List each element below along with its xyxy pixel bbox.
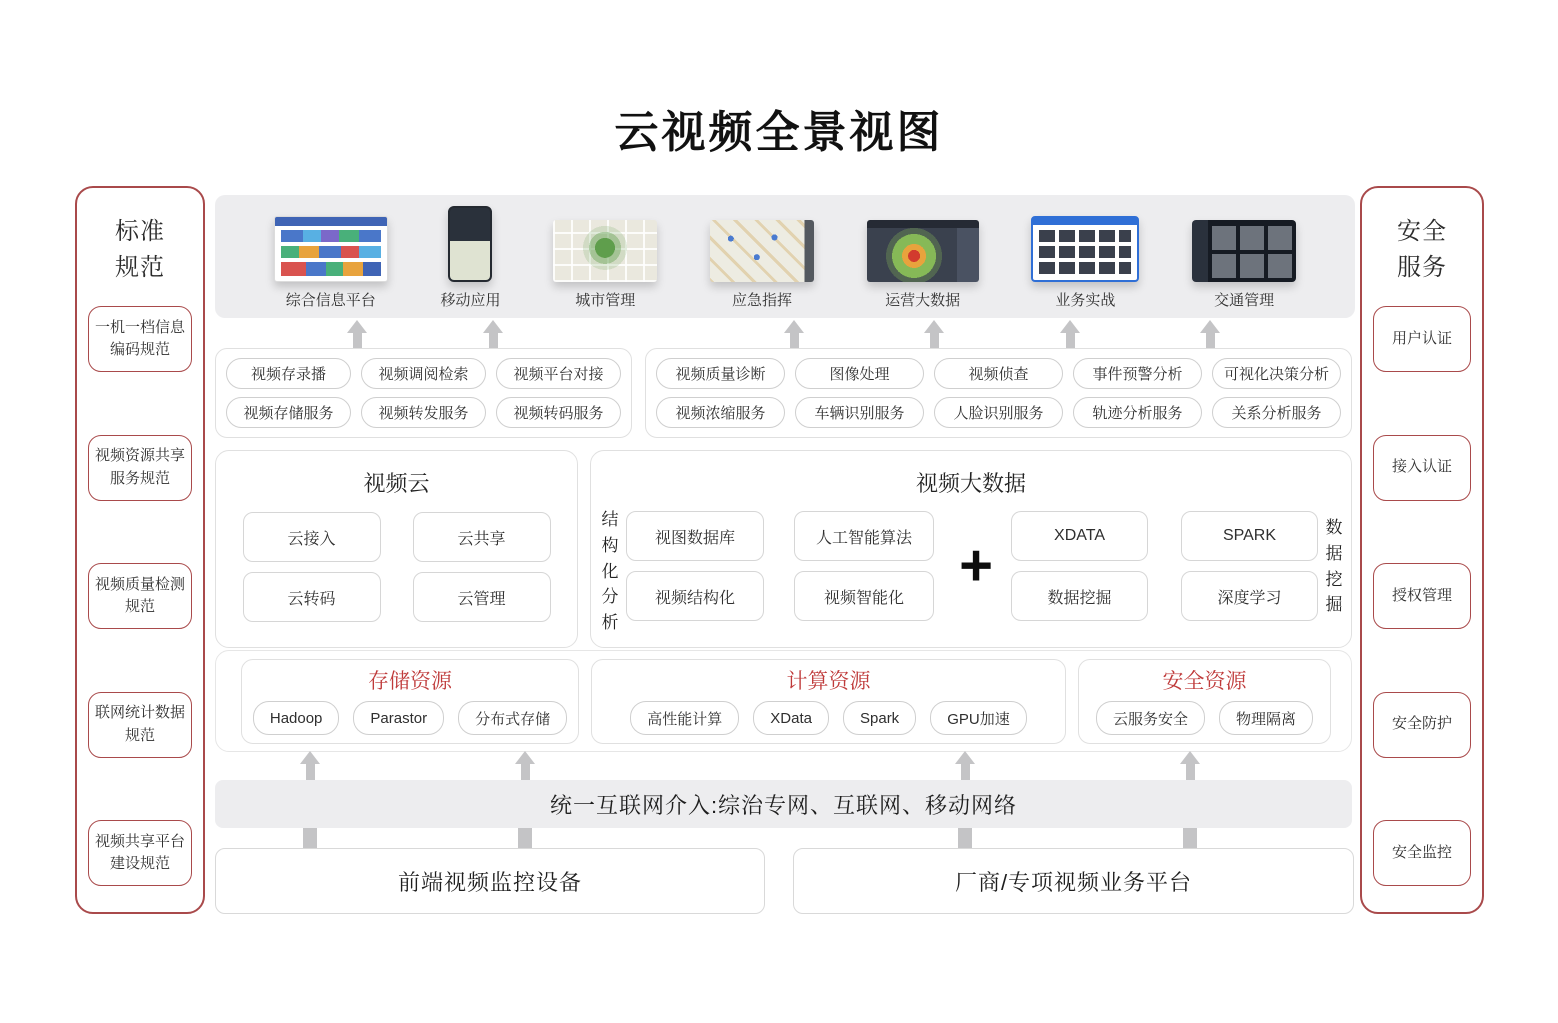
- up-arrow: [515, 751, 535, 780]
- applications-band: [215, 195, 1355, 318]
- service-row: [226, 358, 621, 389]
- basic-video-services-group: [215, 348, 632, 438]
- service-pill: 视频转码服务: [496, 397, 621, 428]
- service-pill: 可视化决策分析: [1212, 358, 1341, 389]
- up-arrow: [784, 320, 804, 350]
- plus-symbol: +: [959, 532, 993, 598]
- app-label: 应急指挥: [731, 292, 792, 309]
- emergency-map-screenshot: [710, 220, 814, 282]
- cloud-capability: 云接入: [243, 512, 381, 562]
- service-pill: 视频存录播: [226, 358, 351, 389]
- storage-resources-title: 存储资源: [368, 670, 452, 693]
- bigdata-capability: SPARK: [1181, 511, 1318, 561]
- vendor-platforms-box: 厂商/专项视频业务平台: [793, 848, 1354, 914]
- security-service-item: 用户认证: [1373, 306, 1471, 372]
- app-item: [1031, 216, 1139, 318]
- connector-bar: [1183, 828, 1197, 848]
- connector-bar: [958, 828, 972, 848]
- app-label: 综合信息平台: [285, 292, 376, 309]
- standard-item: 视频共享平台建设规范: [88, 820, 192, 886]
- data-mining-label: 数据挖掘: [1325, 518, 1343, 615]
- app-label: 交通管理: [1214, 292, 1275, 309]
- service-pill: 人脸识别服务: [934, 397, 1063, 428]
- service-pill: 图像处理: [795, 358, 924, 389]
- security-service-item: 安全防护: [1373, 692, 1471, 758]
- resource-pill: 高性能计算: [630, 701, 739, 735]
- app-label: 移动应用: [440, 292, 501, 309]
- compute-resources-pills: [592, 701, 1065, 735]
- resource-pill: Spark: [843, 701, 916, 735]
- security-service-item: 接入认证: [1373, 435, 1471, 501]
- standard-item: 一机一档信息编码规范: [88, 306, 192, 372]
- up-arrow: [483, 320, 503, 350]
- service-pill: 事件预警分析: [1073, 358, 1202, 389]
- bigdata-capability: 深度学习: [1181, 571, 1318, 621]
- video-cloud-title: 视频云: [363, 471, 430, 496]
- security-panel-title: 安全服务: [1397, 218, 1447, 281]
- cloud-capability: 云共享: [413, 512, 551, 562]
- resource-pill: 分布式存储: [458, 701, 567, 735]
- app-label: 城市管理: [575, 292, 636, 309]
- resources-panel: [215, 650, 1352, 752]
- up-arrow: [924, 320, 944, 350]
- up-arrow: [1200, 320, 1220, 350]
- intelligent-video-services-group: [645, 348, 1352, 438]
- security-resources-title: 安全资源: [1162, 670, 1247, 693]
- video-cloud-grid: [216, 512, 577, 622]
- page-title: 云视频全景视图: [614, 108, 944, 157]
- service-pill: 视频存储服务: [226, 397, 351, 428]
- security-services-list: [1373, 306, 1471, 886]
- traffic-videowall-screenshot: [1192, 220, 1296, 282]
- app-item: [274, 216, 388, 318]
- security-resources-group: [1078, 659, 1331, 744]
- service-row: [656, 358, 1341, 389]
- security-services-panel: [1360, 186, 1484, 914]
- storage-resources-group: [241, 659, 579, 744]
- service-pill: 视频质量诊断: [656, 358, 785, 389]
- standard-item: 视频质量检测规范: [88, 563, 192, 629]
- cloud-capability: 云转码: [243, 572, 381, 622]
- city-map-screenshot: [553, 220, 657, 282]
- app-label: 业务实战: [1055, 292, 1116, 309]
- bigdata-capability: 人工智能算法: [794, 511, 934, 561]
- bigdata-heatmap-screenshot: [867, 220, 979, 282]
- cloud-capability: 云管理: [413, 572, 551, 622]
- unified-network-banner: 统一互联网介入:综治专网、互联网、移动网络: [215, 780, 1352, 828]
- resource-pill: XData: [753, 701, 829, 735]
- service-pill: 视频侦查: [934, 358, 1063, 389]
- front-end-devices-box: 前端视频监控设备: [215, 848, 765, 914]
- video-cloud-panel: [215, 450, 578, 648]
- app-item: [440, 206, 500, 318]
- service-pill: 视频浓缩服务: [656, 397, 785, 428]
- service-row: [656, 397, 1341, 428]
- service-pill: 车辆识别服务: [795, 397, 924, 428]
- video-bigdata-panel: [590, 450, 1352, 648]
- resource-pill: GPU加速: [930, 701, 1027, 735]
- dashboard-screenshot: [274, 216, 388, 282]
- resource-pill: 云服务安全: [1096, 701, 1205, 735]
- standard-item: 视频资源共享服务规范: [88, 435, 192, 501]
- app-item: [867, 220, 979, 318]
- bigdata-capability: 视频结构化: [626, 571, 764, 621]
- standards-panel-title: 标准规范: [115, 218, 165, 281]
- business-grid-screenshot: [1031, 216, 1139, 282]
- connector-bar: [303, 828, 317, 848]
- connector-bar: [518, 828, 532, 848]
- service-pill: 关系分析服务: [1212, 397, 1341, 428]
- up-arrow: [1060, 320, 1080, 350]
- bigdata-capability: 视频智能化: [794, 571, 934, 621]
- bigdata-capability: 数据挖掘: [1011, 571, 1148, 621]
- app-item: [1192, 220, 1296, 318]
- resource-pill: Parastor: [353, 701, 444, 735]
- service-pill: 视频调阅检索: [361, 358, 486, 389]
- up-arrow: [347, 320, 367, 350]
- app-item: [553, 220, 657, 318]
- structured-analysis-label: 结构化分析: [601, 510, 619, 633]
- service-pill: 轨迹分析服务: [1073, 397, 1202, 428]
- bigdata-capability: XDATA: [1011, 511, 1148, 561]
- service-pill: 视频转发服务: [361, 397, 486, 428]
- service-row: [226, 397, 621, 428]
- bigdata-capability: 视图数据库: [626, 511, 764, 561]
- up-arrow: [955, 751, 975, 780]
- standard-item: 联网统计数据规范: [88, 692, 192, 758]
- mobile-app-screenshot: [448, 206, 492, 282]
- app-item: [710, 220, 814, 318]
- compute-resources-title: 计算资源: [786, 670, 871, 693]
- standards-panel: [75, 186, 205, 914]
- service-pill: 视频平台对接: [496, 358, 621, 389]
- resource-pill: Hadoop: [253, 701, 340, 735]
- security-service-item: 安全监控: [1373, 820, 1471, 886]
- storage-resources-pills: [242, 701, 578, 735]
- security-service-item: 授权管理: [1373, 563, 1471, 629]
- compute-resources-group: [591, 659, 1066, 744]
- security-resources-pills: [1079, 701, 1330, 735]
- standards-list: [88, 306, 192, 886]
- up-arrow: [1180, 751, 1200, 780]
- resource-pill: 物理隔离: [1219, 701, 1313, 735]
- up-arrow: [300, 751, 320, 780]
- app-label: 运营大数据: [885, 292, 961, 309]
- video-bigdata-title: 视频大数据: [915, 471, 1026, 496]
